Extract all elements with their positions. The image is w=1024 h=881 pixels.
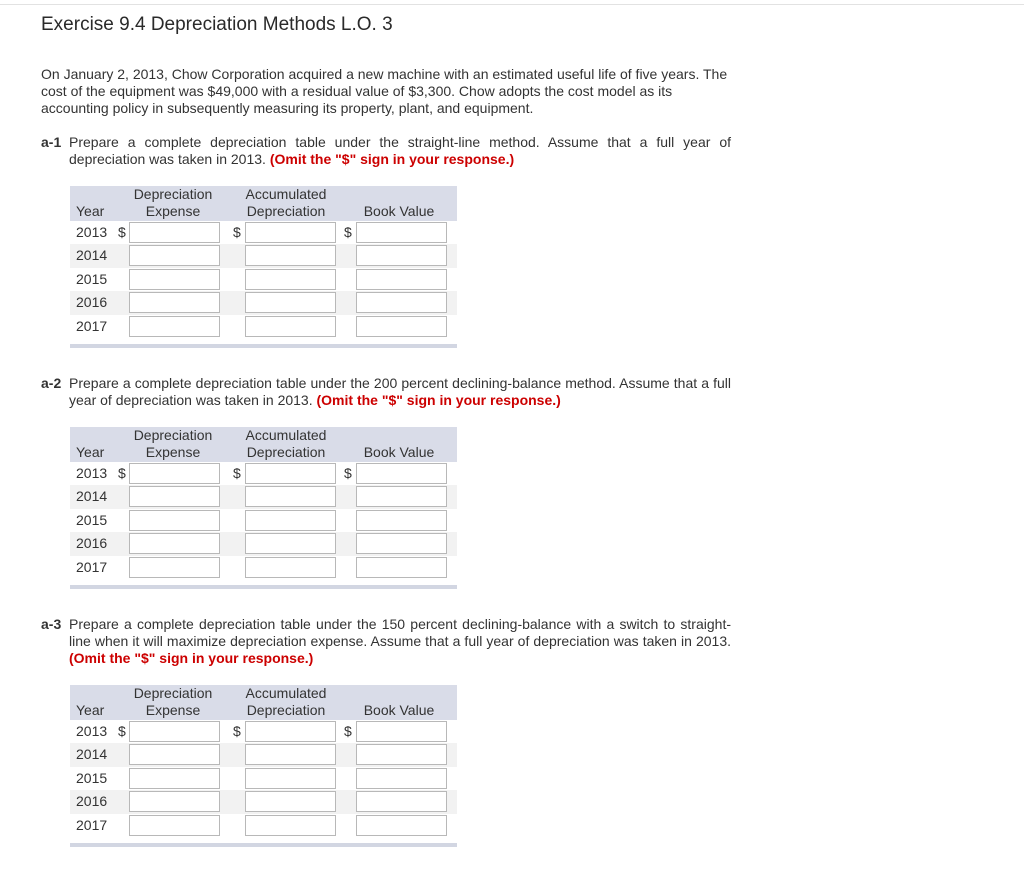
- accumulated-depreciation-input[interactable]: [245, 533, 336, 554]
- book-value-input[interactable]: [356, 791, 447, 812]
- part-label: a-2: [41, 375, 62, 391]
- accumulated-depreciation-input[interactable]: [245, 222, 336, 243]
- header-book-value: Book Value: [363, 203, 435, 219]
- table-footer-bar: [70, 585, 457, 589]
- year-label: 2015: [76, 769, 108, 786]
- book-value-input[interactable]: [356, 245, 447, 266]
- dollar-sign: $: [344, 723, 352, 739]
- table-row: [70, 532, 457, 555]
- omit-dollar-note: (Omit the "$" sign in your response.): [69, 650, 314, 666]
- dollar-sign: $: [118, 465, 126, 481]
- year-label: 2016: [76, 793, 108, 810]
- year-label: 2014: [76, 247, 108, 264]
- omit-dollar-note: (Omit the "$" sign in your response.): [316, 392, 561, 408]
- accumulated-depreciation-input[interactable]: [245, 557, 336, 578]
- table-footer-bar: [70, 344, 457, 348]
- header-depreciation-expense: Depreciation Expense: [133, 685, 213, 718]
- table-header: [70, 186, 457, 221]
- header-accumulated-depreciation: Accumulated Depreciation: [245, 685, 327, 718]
- header-book-value: Book Value: [363, 444, 435, 460]
- depreciation-table-150-declining-balance: [70, 685, 457, 847]
- book-value-input[interactable]: [356, 292, 447, 313]
- table-row: [70, 268, 457, 291]
- depreciation-expense-input[interactable]: [129, 486, 220, 507]
- accumulated-depreciation-input[interactable]: [245, 791, 336, 812]
- year-label: 2013: [76, 224, 108, 240]
- table-footer-bar: [70, 843, 457, 847]
- table-row: [70, 291, 457, 314]
- table-row: [70, 790, 457, 813]
- table-row: [70, 462, 457, 485]
- book-value-input[interactable]: [356, 510, 447, 531]
- depreciation-expense-input[interactable]: [129, 721, 220, 742]
- year-label: 2014: [76, 488, 108, 505]
- table-header: [70, 427, 457, 462]
- dollar-sign: $: [118, 723, 126, 739]
- table-row: [70, 767, 457, 790]
- book-value-input[interactable]: [356, 721, 447, 742]
- year-label: 2017: [76, 816, 108, 833]
- dollar-sign: $: [233, 224, 241, 240]
- year-label: 2015: [76, 270, 108, 287]
- header-accumulated-depreciation: Accumulated Depreciation: [245, 427, 327, 460]
- omit-dollar-note: (Omit the "$" sign in your response.): [269, 151, 515, 167]
- depreciation-expense-input[interactable]: [129, 768, 220, 789]
- accumulated-depreciation-input[interactable]: [245, 316, 336, 337]
- year-label: 2016: [76, 535, 108, 552]
- year-label: 2013: [76, 723, 108, 739]
- table-row: [70, 244, 457, 267]
- table-row: [70, 485, 457, 508]
- depreciation-expense-input[interactable]: [129, 222, 220, 243]
- part-a1-instructions: [41, 134, 731, 168]
- header-year: Year: [76, 444, 105, 460]
- header-year: Year: [76, 203, 105, 219]
- part-text: Prepare a complete depreciation table under the straight-line method. Assume that a full year of depreciation was taken in 2013. (Omit the "$" sign in your response.): [69, 134, 731, 167]
- book-value-input[interactable]: [356, 557, 447, 578]
- year-label: 2017: [76, 558, 108, 575]
- page-title: Exercise 9.4 Depreciation Methods L.O. 3: [41, 14, 393, 35]
- accumulated-depreciation-input[interactable]: [245, 245, 336, 266]
- part-label: a-3: [41, 616, 62, 632]
- depreciation-expense-input[interactable]: [129, 533, 220, 554]
- depreciation-table-200-declining-balance: [70, 427, 457, 589]
- depreciation-expense-input[interactable]: [129, 292, 220, 313]
- year-label: 2017: [76, 317, 108, 334]
- year-label: 2013: [76, 465, 108, 481]
- dollar-sign: $: [344, 465, 352, 481]
- year-label: 2015: [76, 511, 108, 528]
- accumulated-depreciation-input[interactable]: [245, 768, 336, 789]
- depreciation-expense-input[interactable]: [129, 744, 220, 765]
- header-year: Year: [76, 702, 105, 718]
- depreciation-expense-input[interactable]: [129, 815, 220, 836]
- table-row: [70, 814, 457, 837]
- top-divider: [0, 4, 1024, 5]
- table-header: [70, 685, 457, 720]
- part-text: Prepare a complete depreciation table under the 200 percent declining-balance method. Assume that a full year of depreciation was taken in 2013. (Omit the "$" sign in your response.): [69, 375, 731, 408]
- accumulated-depreciation-input[interactable]: [245, 721, 336, 742]
- accumulated-depreciation-input[interactable]: [245, 292, 336, 313]
- table-row: [70, 720, 457, 743]
- table-row: [70, 556, 457, 579]
- header-book-value: Book Value: [363, 702, 435, 718]
- depreciation-expense-input[interactable]: [129, 269, 220, 290]
- depreciation-expense-input[interactable]: [129, 316, 220, 337]
- book-value-input[interactable]: [356, 486, 447, 507]
- accumulated-depreciation-input[interactable]: [245, 744, 336, 765]
- accumulated-depreciation-input[interactable]: [245, 269, 336, 290]
- header-accumulated-depreciation: Accumulated Depreciation: [245, 186, 327, 219]
- year-label: 2014: [76, 746, 108, 763]
- depreciation-expense-input[interactable]: [129, 463, 220, 484]
- part-text: Prepare a complete depreciation table under the 150 percent declining-balance with a switch to straight-line when it will maximize depreciation expense. Assume that a full year of depreciation was taken in 2013. (Omit the "$" sign in your response.): [69, 616, 731, 666]
- depreciation-expense-input[interactable]: [129, 557, 220, 578]
- table-row: [70, 743, 457, 766]
- depreciation-expense-input[interactable]: [129, 245, 220, 266]
- book-value-input[interactable]: [356, 815, 447, 836]
- book-value-input[interactable]: [356, 768, 447, 789]
- part-a3-instructions: [41, 616, 731, 667]
- header-depreciation-expense: Depreciation Expense: [133, 186, 213, 219]
- header-depreciation-expense: Depreciation Expense: [133, 427, 213, 460]
- table-row: [70, 315, 457, 338]
- accumulated-depreciation-input[interactable]: [245, 815, 336, 836]
- book-value-input[interactable]: [356, 269, 447, 290]
- accumulated-depreciation-input[interactable]: [245, 486, 336, 507]
- book-value-input[interactable]: [356, 222, 447, 243]
- part-a2-instructions: [41, 375, 731, 409]
- book-value-input[interactable]: [356, 316, 447, 337]
- table-row: [70, 221, 457, 244]
- year-label: 2016: [76, 294, 108, 311]
- problem-intro: On January 2, 2013, Chow Corporation acquired a new machine with an estimated useful life of five years. The cost of the equipment was $49,000 with a residual value of $3,300. Chow adopts the cost model as its accounting policy in subsequently measuring its property, plant, and equipment.: [41, 66, 728, 116]
- depreciation-expense-input[interactable]: [129, 791, 220, 812]
- book-value-input[interactable]: [356, 533, 447, 554]
- depreciation-table-straight-line: [70, 186, 457, 348]
- part-label: a-1: [41, 134, 62, 150]
- accumulated-depreciation-input[interactable]: [245, 463, 336, 484]
- book-value-input[interactable]: [356, 463, 447, 484]
- dollar-sign: $: [233, 465, 241, 481]
- dollar-sign: $: [233, 723, 241, 739]
- dollar-sign: $: [118, 224, 126, 240]
- dollar-sign: $: [344, 224, 352, 240]
- accumulated-depreciation-input[interactable]: [245, 510, 336, 531]
- table-row: [70, 509, 457, 532]
- book-value-input[interactable]: [356, 744, 447, 765]
- depreciation-expense-input[interactable]: [129, 510, 220, 531]
